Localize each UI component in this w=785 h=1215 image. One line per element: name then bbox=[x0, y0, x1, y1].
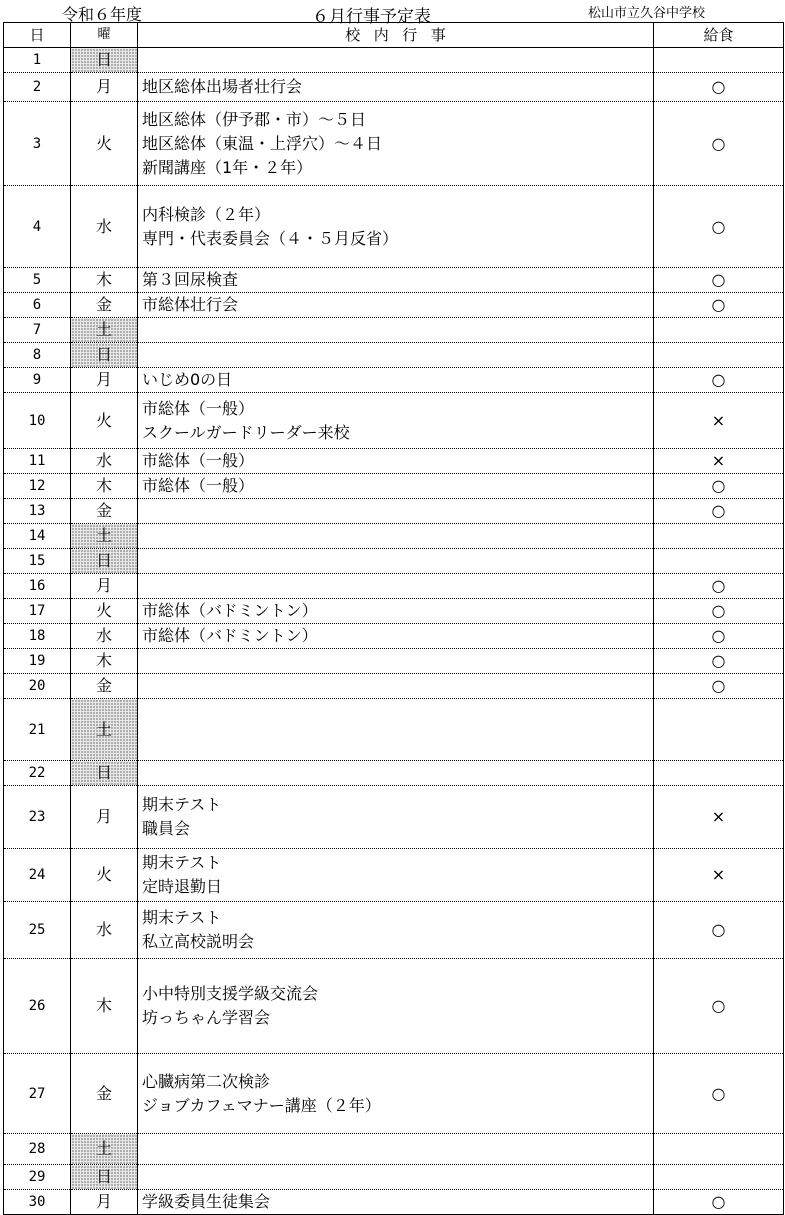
weekday-cell: 日 bbox=[71, 1165, 138, 1190]
events-cell: 市総体（バドミントン） bbox=[138, 599, 654, 624]
day-cell: 24 bbox=[4, 849, 71, 902]
day-cell: 11 bbox=[4, 449, 71, 474]
lunch-cell bbox=[654, 1165, 784, 1190]
weekday-cell: 金 bbox=[71, 293, 138, 318]
lunch-cell: × bbox=[654, 393, 784, 449]
lunch-cell: ○ bbox=[654, 599, 784, 624]
lunch-cell: × bbox=[654, 849, 784, 902]
table-row bbox=[4, 1190, 784, 1215]
lunch-cell: ○ bbox=[654, 624, 784, 649]
lunch-cell: ○ bbox=[654, 1190, 784, 1215]
weekday-cell: 土 bbox=[71, 524, 138, 549]
table-row bbox=[4, 959, 784, 1054]
weekday-cell: 木 bbox=[71, 268, 138, 293]
lunch-cell: ○ bbox=[654, 574, 784, 599]
schedule-table bbox=[3, 22, 784, 1215]
fiscal-year: 令和６年度 bbox=[62, 5, 143, 24]
lunch-cell bbox=[654, 1134, 784, 1165]
events-cell bbox=[138, 499, 654, 524]
weekday-cell: 月 bbox=[71, 1190, 138, 1215]
table-row bbox=[4, 761, 784, 786]
weekday-cell: 月 bbox=[71, 73, 138, 102]
lunch-cell bbox=[654, 761, 784, 786]
day-cell: 6 bbox=[4, 293, 71, 318]
weekday-cell: 金 bbox=[71, 499, 138, 524]
events-cell: 市総体（一般） bbox=[138, 474, 654, 499]
day-cell: 25 bbox=[4, 902, 71, 959]
table-row bbox=[4, 48, 784, 73]
document-header bbox=[0, 0, 785, 27]
weekday-cell: 月 bbox=[71, 786, 138, 849]
lunch-cell: ○ bbox=[654, 293, 784, 318]
events-cell: 期末テスト 定時退勤日 bbox=[138, 849, 654, 902]
lunch-cell bbox=[654, 48, 784, 73]
events-cell: 地区総体出場者壮行会 bbox=[138, 73, 654, 102]
day-cell: 29 bbox=[4, 1165, 71, 1190]
events-cell bbox=[138, 1134, 654, 1165]
weekday-cell: 土 bbox=[71, 699, 138, 761]
events-cell bbox=[138, 524, 654, 549]
table-row bbox=[4, 186, 784, 268]
weekday-cell: 火 bbox=[71, 849, 138, 902]
events-cell bbox=[138, 1165, 654, 1190]
events-cell: 期末テスト 職員会 bbox=[138, 786, 654, 849]
events-cell: 第３回尿検査 bbox=[138, 268, 654, 293]
lunch-cell: ○ bbox=[654, 186, 784, 268]
weekday-cell: 日 bbox=[71, 761, 138, 786]
day-cell: 20 bbox=[4, 674, 71, 699]
events-cell: 市総体（バドミントン） bbox=[138, 624, 654, 649]
day-cell: 19 bbox=[4, 649, 71, 674]
lunch-cell: ○ bbox=[654, 368, 784, 393]
weekday-cell: 月 bbox=[71, 368, 138, 393]
weekday-cell: 火 bbox=[71, 393, 138, 449]
lunch-cell: ○ bbox=[654, 268, 784, 293]
table-row bbox=[4, 699, 784, 761]
col-header-weekday: 曜 bbox=[71, 23, 138, 48]
events-cell bbox=[138, 649, 654, 674]
day-cell: 23 bbox=[4, 786, 71, 849]
day-cell: 16 bbox=[4, 574, 71, 599]
table-row bbox=[4, 786, 784, 849]
table-row bbox=[4, 268, 784, 293]
events-cell: 学級委員生徒集会 bbox=[138, 1190, 654, 1215]
weekday-cell: 水 bbox=[71, 624, 138, 649]
weekday-cell: 木 bbox=[71, 474, 138, 499]
lunch-cell: ○ bbox=[654, 674, 784, 699]
lunch-cell: ○ bbox=[654, 102, 784, 186]
lunch-cell: × bbox=[654, 449, 784, 474]
day-cell: 1 bbox=[4, 48, 71, 73]
table-row bbox=[4, 393, 784, 449]
page-title: ６月行事予定表 bbox=[312, 7, 431, 27]
table-row bbox=[4, 599, 784, 624]
table-row bbox=[4, 1054, 784, 1134]
lunch-cell bbox=[654, 318, 784, 343]
school-name: 松山市立久谷中学校 bbox=[588, 6, 706, 21]
weekday-cell: 日 bbox=[71, 343, 138, 368]
col-header-day: 日 bbox=[4, 23, 71, 48]
table-row bbox=[4, 1165, 784, 1190]
weekday-cell: 土 bbox=[71, 318, 138, 343]
events-cell: 市総体壮行会 bbox=[138, 293, 654, 318]
lunch-cell: ○ bbox=[654, 73, 784, 102]
lunch-cell: ○ bbox=[654, 1054, 784, 1134]
events-cell bbox=[138, 48, 654, 73]
lunch-cell: ○ bbox=[654, 649, 784, 674]
table-row bbox=[4, 474, 784, 499]
table-row bbox=[4, 499, 784, 524]
day-cell: 9 bbox=[4, 368, 71, 393]
weekday-cell: 金 bbox=[71, 674, 138, 699]
events-cell: 市総体（一般） スクールガードリーダー来校 bbox=[138, 393, 654, 449]
table-row bbox=[4, 574, 784, 599]
table-row bbox=[4, 1134, 784, 1165]
day-cell: 26 bbox=[4, 959, 71, 1054]
table-row bbox=[4, 449, 784, 474]
table-row bbox=[4, 102, 784, 186]
weekday-cell: 日 bbox=[71, 549, 138, 574]
table-row bbox=[4, 649, 784, 674]
weekday-cell: 土 bbox=[71, 1134, 138, 1165]
day-cell: 30 bbox=[4, 1190, 71, 1215]
events-cell: 地区総体（伊予郡・市）～５日 地区総体（東温・上浮穴）～４日 新聞講座（1年・２年） bbox=[138, 102, 654, 186]
table-row bbox=[4, 293, 784, 318]
lunch-cell bbox=[654, 524, 784, 549]
table-row bbox=[4, 624, 784, 649]
table-row bbox=[4, 343, 784, 368]
table-row bbox=[4, 674, 784, 699]
weekday-cell: 月 bbox=[71, 574, 138, 599]
weekday-cell: 水 bbox=[71, 902, 138, 959]
day-cell: 28 bbox=[4, 1134, 71, 1165]
table-row bbox=[4, 318, 784, 343]
day-cell: 7 bbox=[4, 318, 71, 343]
day-cell: 12 bbox=[4, 474, 71, 499]
events-cell bbox=[138, 761, 654, 786]
day-cell: 22 bbox=[4, 761, 71, 786]
day-cell: 15 bbox=[4, 549, 71, 574]
table-row bbox=[4, 524, 784, 549]
day-cell: 17 bbox=[4, 599, 71, 624]
table-row bbox=[4, 73, 784, 102]
day-cell: 2 bbox=[4, 73, 71, 102]
events-cell bbox=[138, 699, 654, 761]
events-cell: 市総体（一般） bbox=[138, 449, 654, 474]
weekday-cell: 木 bbox=[71, 959, 138, 1054]
weekday-cell: 水 bbox=[71, 186, 138, 268]
day-cell: 10 bbox=[4, 393, 71, 449]
events-cell: 期末テスト 私立高校説明会 bbox=[138, 902, 654, 959]
lunch-cell: ○ bbox=[654, 474, 784, 499]
day-cell: 8 bbox=[4, 343, 71, 368]
lunch-cell: ○ bbox=[654, 959, 784, 1054]
events-cell: 心臓病第二次検診 ジョブカフェマナー講座（２年） bbox=[138, 1054, 654, 1134]
weekday-cell: 火 bbox=[71, 599, 138, 624]
weekday-cell: 水 bbox=[71, 449, 138, 474]
day-cell: 27 bbox=[4, 1054, 71, 1134]
events-cell bbox=[138, 574, 654, 599]
day-cell: 13 bbox=[4, 499, 71, 524]
day-cell: 21 bbox=[4, 699, 71, 761]
lunch-cell bbox=[654, 343, 784, 368]
table-row bbox=[4, 902, 784, 959]
day-cell: 3 bbox=[4, 102, 71, 186]
lunch-cell: ○ bbox=[654, 902, 784, 959]
day-cell: 5 bbox=[4, 268, 71, 293]
events-cell bbox=[138, 674, 654, 699]
day-cell: 14 bbox=[4, 524, 71, 549]
events-cell: 内科検診（２年） 専門・代表委員会（４・５月反省） bbox=[138, 186, 654, 268]
events-cell bbox=[138, 343, 654, 368]
weekday-cell: 金 bbox=[71, 1054, 138, 1134]
col-header-lunch: 給食 bbox=[654, 23, 784, 48]
lunch-cell bbox=[654, 549, 784, 574]
weekday-cell: 火 bbox=[71, 102, 138, 186]
events-cell: 小中特別支援学級交流会 坊っちゃん学習会 bbox=[138, 959, 654, 1054]
events-cell: いじめ0の日 bbox=[138, 368, 654, 393]
table-row bbox=[4, 368, 784, 393]
day-cell: 4 bbox=[4, 186, 71, 268]
events-cell bbox=[138, 549, 654, 574]
weekday-cell: 日 bbox=[71, 48, 138, 73]
table-header-row bbox=[4, 23, 784, 48]
table-row bbox=[4, 849, 784, 902]
table-row bbox=[4, 549, 784, 574]
lunch-cell: × bbox=[654, 786, 784, 849]
events-cell bbox=[138, 318, 654, 343]
col-header-events: 校内行事 bbox=[138, 23, 654, 48]
lunch-cell bbox=[654, 699, 784, 761]
lunch-cell: ○ bbox=[654, 499, 784, 524]
weekday-cell: 木 bbox=[71, 649, 138, 674]
day-cell: 18 bbox=[4, 624, 71, 649]
